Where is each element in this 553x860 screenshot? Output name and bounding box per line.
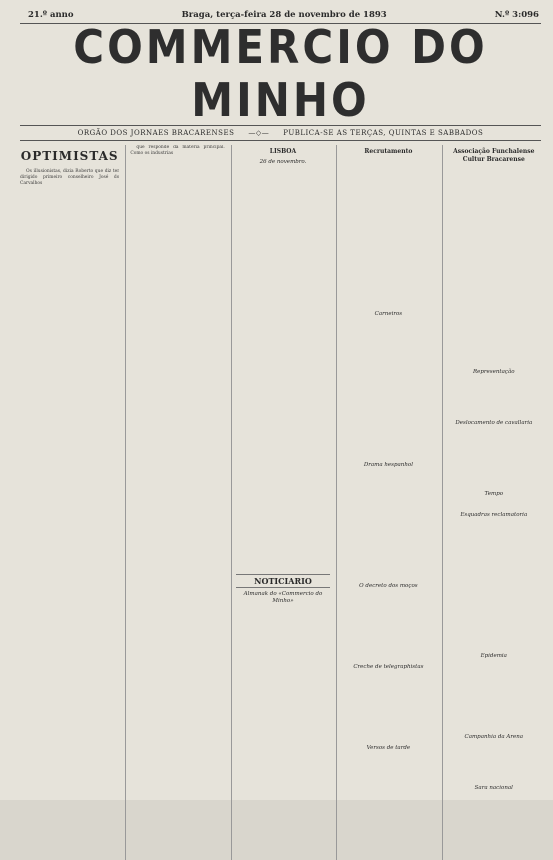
subheading: Drama hespanhol [363,462,413,468]
separator-icon: —◇— [248,129,270,137]
section-heading: Associação Funchalense Cultur Bracarense [453,148,535,163]
subheading: Epidemia [480,653,507,659]
masthead-title: COMMERCIO DO MINHO [73,20,488,127]
subheading: O decreto dos moços [359,583,418,589]
column-4 [336,145,435,860]
section-heading: LISBOA [269,148,297,155]
column-2 [125,145,224,860]
date-label: Braga, terça-feira 28 de novembro de 1893 [181,10,387,20]
subheading: Versos de tarde [366,745,411,751]
subheading: Creche de telegraphistas [353,664,424,670]
column-5 [442,145,541,860]
subheading: Almanak do «Commercio do Minho» [243,591,323,604]
article-body [130,145,224,157]
issue-number: N.º 3:096 [494,10,539,20]
article-heading: OPTIMISTAS [20,149,119,163]
organ-label: ORGÃO DOS JORNAES BRACARENSES [77,129,235,137]
masthead-subline [20,125,541,141]
column-3 [231,145,330,860]
columns [20,145,541,860]
subheading: Deslocamento de cavallaria [455,420,533,426]
schedule-label: PUBLICA-SE AS TERÇAS, QUINTAS E SABBADOS [283,129,484,137]
dateline: 26 de novembro. [259,159,307,165]
year-label: 21.º anno [28,10,74,20]
subheading: Carneiros [374,311,403,317]
article-body [236,168,330,568]
subheading: Campanhia da Arena [464,734,524,740]
column-1 [20,145,119,860]
subheading: Tempo [484,491,504,497]
subheading: Sara nacional [474,785,513,791]
article-lead: que responde da materia principal. Como os industrias [130,145,225,157]
article-body [20,169,119,188]
section-heading: Recrutamento [364,148,413,155]
article-lead: Os illusionistas, dizia Roberto que diz ter dirigido primeiro conselheiro José do Carvalhos [20,169,120,187]
subheading: Esquadras reclamatoria [460,512,528,518]
subheading: Representação [473,369,515,375]
section-heading: NOTICIARIO [236,574,330,588]
